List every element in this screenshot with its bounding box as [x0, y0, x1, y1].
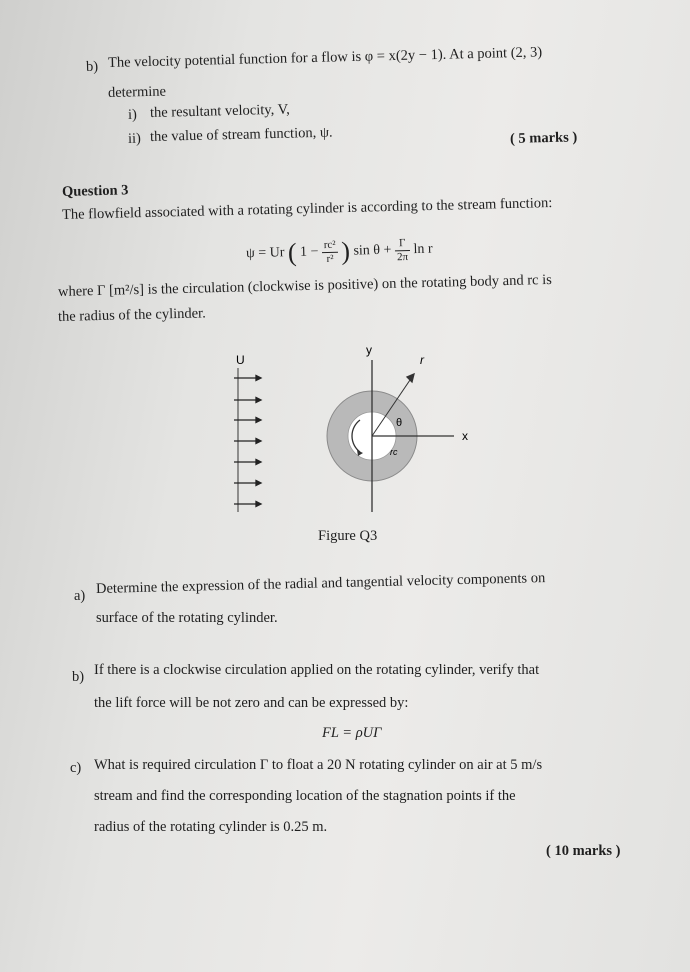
part-b2-line-1: If there is a clockwise circulation applied on the rotating cylinder, verify that — [94, 662, 540, 678]
part-c-line-1: What is required circulation Γ to float a 20 N rotating cylinder on air at 5 m/s — [94, 757, 543, 773]
part-b2-line-2: the lift force will be not zero and can be expressed by: — [94, 695, 409, 711]
part-b-ii-text: the value of stream function, ψ. — [149, 124, 333, 145]
part-c-marks: ( 10 marks ) — [546, 843, 621, 859]
part-b-label: b) — [85, 58, 99, 75]
eq-ln: ln r — [413, 241, 433, 258]
part-b-i-label: i) — [127, 106, 138, 123]
stream-function-equation — [246, 233, 433, 270]
eq-rc-fraction — [322, 238, 338, 265]
eq-gamma-fraction — [395, 236, 411, 263]
label-U: U — [236, 353, 245, 367]
part-b-i-text: the resultant velocity, V, — [149, 101, 291, 121]
eq-one-minus: 1 − — [299, 244, 319, 260]
part-a-label: a) — [74, 588, 86, 604]
eq-gamma-num: Γ — [395, 236, 410, 250]
eq-frac-num: rc² — [322, 238, 338, 252]
question-intro: The flowfield associated with a rotating cylinder is according to the stream function: — [61, 195, 553, 223]
part-b-marks: ( 5 marks ) — [509, 129, 578, 147]
eq-gamma-den: 2π — [396, 250, 409, 263]
part-b-text: The velocity potential function for a flow is φ = x(2y − 1). At a point (2, 3) — [107, 44, 543, 71]
eq-left-paren: ( — [287, 237, 297, 267]
where-line-1: where Γ [m²/s] is the circulation (clockwise is positive) on the rotating body and rc is — [57, 271, 552, 300]
part-a-line-2: surface of the rotating cylinder. — [96, 610, 278, 626]
question-title: Question 3 — [61, 182, 129, 200]
eq-lhs: ψ = Ur — [245, 245, 285, 262]
part-b-determine: determine — [107, 83, 167, 101]
part-a-line-1: Determine the expression of the radial and tangential velocity components on — [95, 570, 546, 597]
label-r: r — [420, 353, 424, 367]
part-c-line-2: stream and find the corresponding location of the stagnation points if the — [94, 788, 516, 804]
part-c-label: c) — [70, 760, 82, 776]
part-b2-label: b) — [72, 669, 85, 685]
label-rc: rc — [390, 447, 398, 457]
eq-sin: sin θ + — [353, 242, 392, 259]
eq-frac-den: r² — [326, 252, 334, 265]
where-line-2: the radius of the cylinder. — [57, 305, 206, 325]
figure-caption: Figure Q3 — [318, 528, 378, 544]
part-b-ii-label: ii) — [127, 130, 142, 147]
label-theta: θ — [396, 417, 403, 429]
figure-q3-diagram — [220, 340, 490, 515]
label-y: y — [366, 343, 372, 357]
eq-right-paren: ) — [340, 236, 351, 266]
label-x: x — [462, 429, 468, 443]
coordinate-axes — [372, 360, 454, 512]
free-stream-arrows — [234, 368, 261, 512]
part-c-line-3: radius of the rotating cylinder is 0.25 m. — [94, 819, 328, 835]
lift-force-equation: FL = ρUΓ — [322, 725, 382, 741]
